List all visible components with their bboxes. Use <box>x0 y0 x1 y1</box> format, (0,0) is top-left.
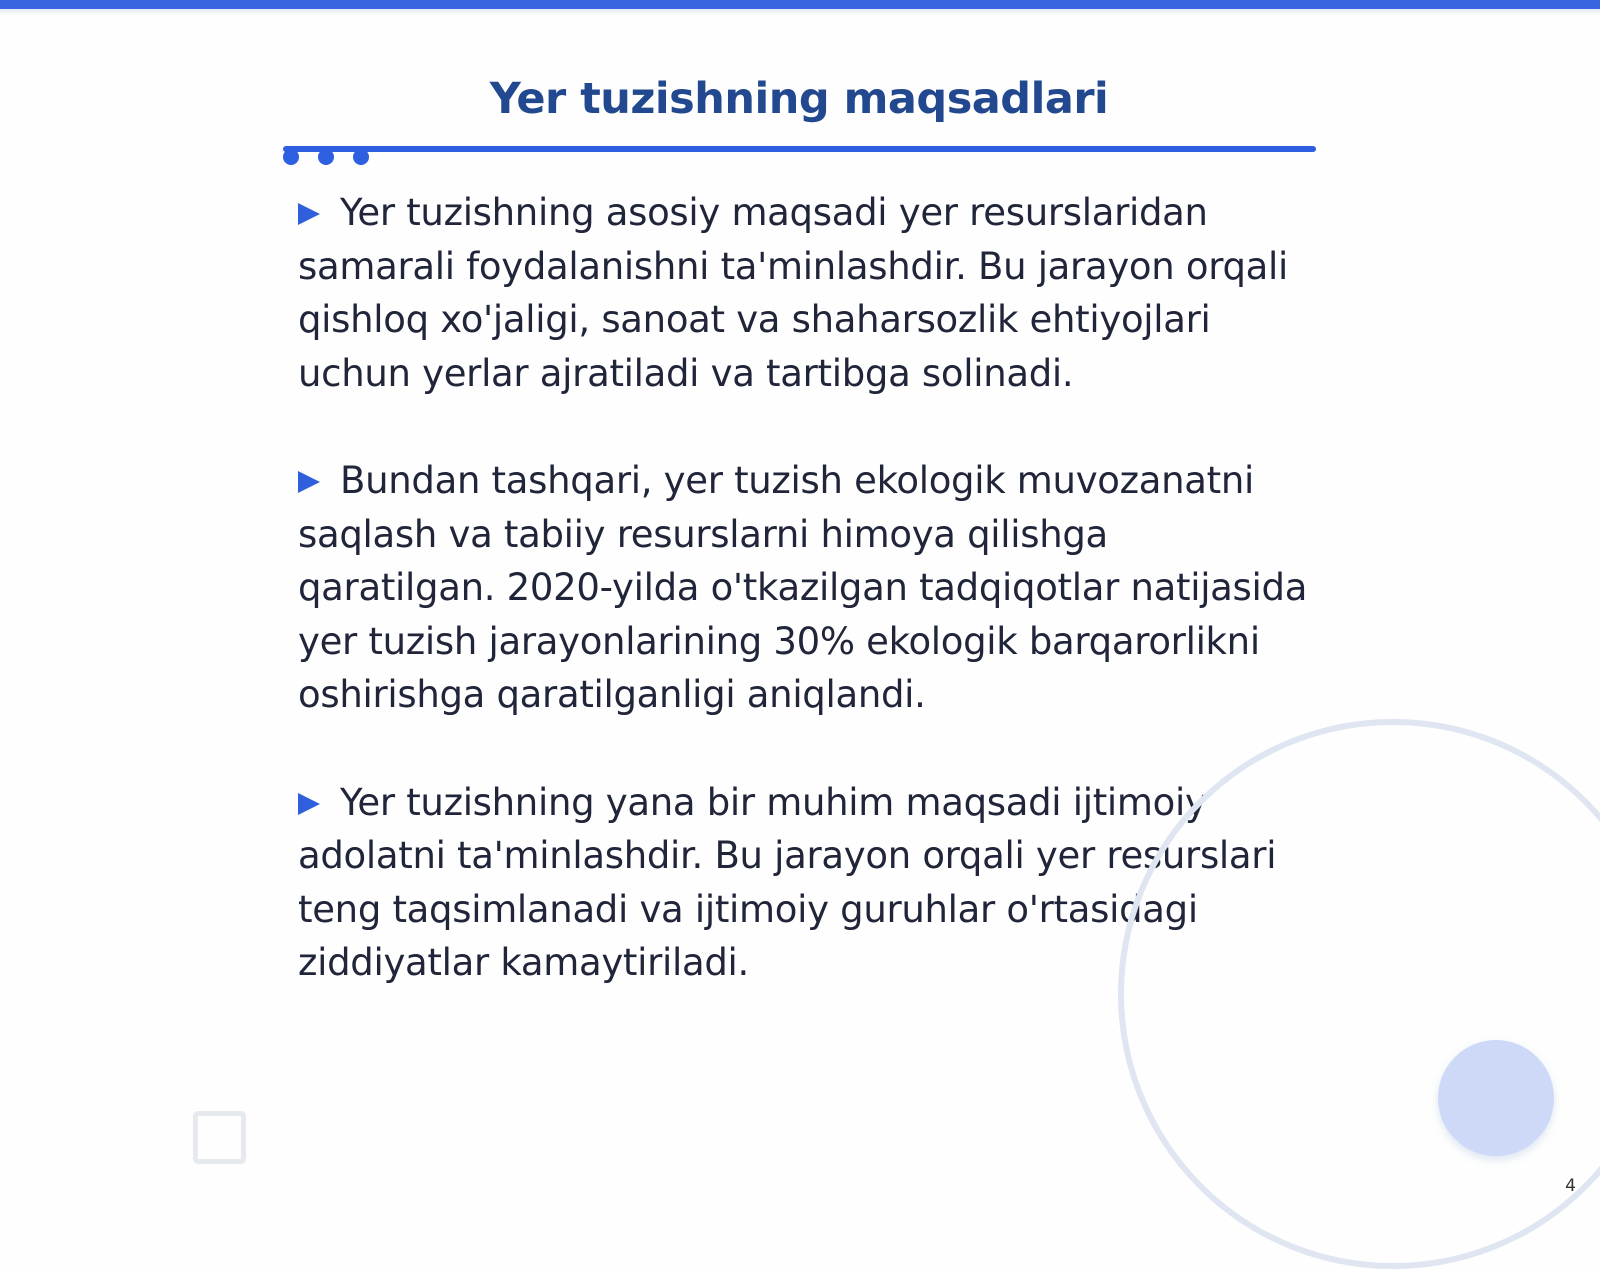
bullet-item-goal-ecology <box>298 454 1310 722</box>
decorative-square <box>193 1111 246 1164</box>
decorative-circle <box>1438 1040 1554 1156</box>
triangle-right-icon <box>298 793 320 815</box>
title-underline <box>283 146 1316 152</box>
decorative-dot <box>283 149 299 165</box>
triangle-right-icon <box>298 203 320 225</box>
top-accent-bar <box>0 0 1600 9</box>
bullet-text: Yer tuzishning yana bir muhim maqsadi ijtimoiy adolatni ta'minlashdir. Bu jarayon orqali yer resurslari teng taqsimlanadi va ijtimoiy guruhlar o'rtasidagi ziddiyatlar kamaytiriladi. <box>298 780 1277 984</box>
page-number: 4 <box>1565 1176 1576 1196</box>
bullet-text: Yer tuzishning asosiy maqsadi yer resurslaridan samarali foydalanishni ta'minlashdir. Bu jarayon orqali qishloq xo'jaligi, sanoat va shaharsozlik ehtiyojlari uchun yerlar ajratiladi va tartibga solinadi. <box>298 191 1288 395</box>
bullet-text: Bundan tashqari, yer tuzish ekologik muvozanatni saqlash va tabiiy resurslarni himoya qilishga qaratilgan. 2020-yilda o'tkazilgan tadqiqotlar natijasida yer tuzish jarayonlarining 30% ekologik barqarorlikni oshirishga qaratilganligi aniqlandi. <box>298 459 1308 716</box>
triangle-right-icon <box>298 471 320 493</box>
bullet-item-goal-efficiency <box>298 186 1310 400</box>
decorative-dot <box>353 149 369 165</box>
top-bar-shadow <box>0 9 1600 15</box>
slide-title: Yer tuzishning maqsadlari <box>489 74 1109 124</box>
decorative-dot <box>318 149 334 165</box>
